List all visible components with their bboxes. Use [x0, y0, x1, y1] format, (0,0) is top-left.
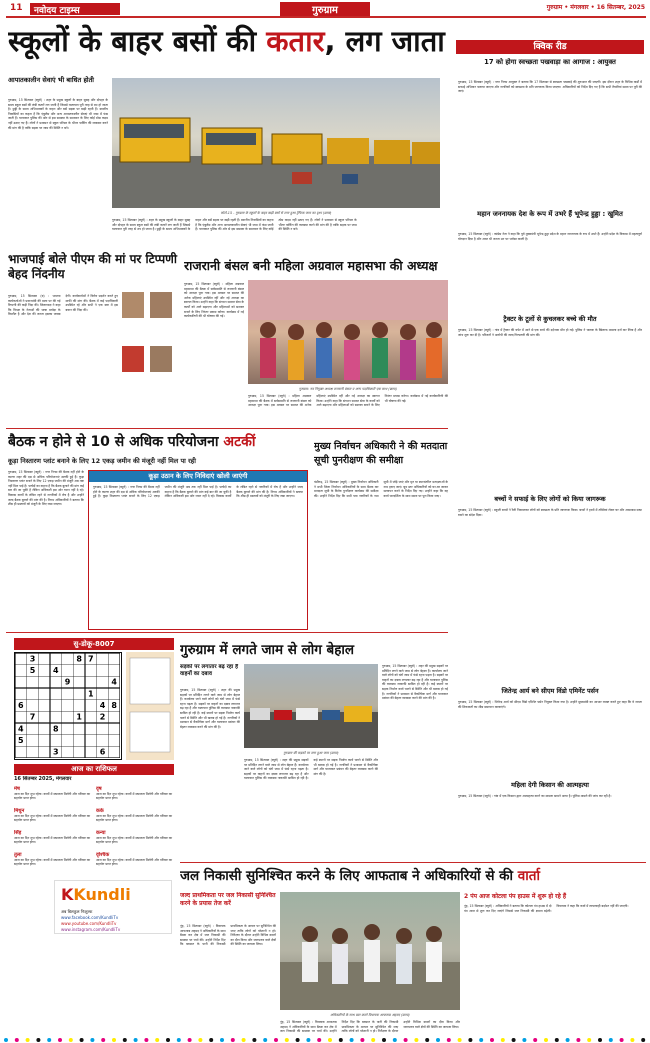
qr-item4-body: गुरुग्राम, 15 सितम्बर (ब्यूरो) : स्कूली बच्चों ने रैली निकालकर लोगों को स्वच्छता के प्रति जागरूक किया। बच्चों ने हाथों में तख्तियां लेकर घर और आसपास साफ रखने का संदेश दिया।: [458, 508, 642, 517]
baithak-headline-a: बैठक न होने से 10 से अधिक परियोजना: [8, 434, 224, 450]
agarwal-caption: गुरुग्राम: नव नियुक्त अध्यक्ष राजरानी बंसल व अन्य पदाधिकारी एक साथ (छाया): [299, 387, 397, 391]
registration-dot: [360, 1038, 364, 1042]
qr-item1-body: गुरुग्राम, 15 सितम्बर (ब्यूरो) : नगर निगम आयुक्त ने बताया कि 17 सितम्बर से स्वच्छता पखवाड़े की शुरुआत की जाएगी। इस दौरान शहर के विभिन्न वार्डों में सफाई अभियान चलाया जाएगा और नागरिकों को स्वच्छता के प्रति जागरूक किया जाएगा। अधिकारियों को निर्देश दिए गए हैं कि सभी तैयारियां समय पर पूरी की जाएं।: [458, 80, 642, 94]
registration-dot: [155, 1038, 159, 1042]
sudoku-cell-value: 4: [111, 677, 117, 687]
registration-dot: [242, 1038, 246, 1042]
jam-body-mid-text: गुरुग्राम, 15 सितम्बर (ब्यूरो) : शहर की प्रमुख सड़कों पर प्रतिदिन लगने वाले जाम से लोग बेहाल हैं। कार्यालय जाने वाले लोगों को घंटों जाम में फंसे रहना पड़ता है। सड़कों पर वाहनों का दबाव लगातार बढ़ रहा है और यातायात पुलिस की व्यवस्था नाकाफी साबित हो रही है। कई स्थानों पर सड़क निर्माण कार्य चलने से स्थिति और भी खराब हो गई है। नागरिकों ने प्रशासन से वैकल्पिक मार्ग और यातायात प्रबंधन की बेहतर व्यवस्था करने की मांग की है।: [244, 758, 378, 781]
quick-read-label: क्विक रीड: [456, 40, 644, 54]
masthead-rule: [6, 16, 646, 18]
registration-dot: [555, 1038, 559, 1042]
jam-body-left: गुरुग्राम, 15 सितम्बर (ब्यूरो) : शहर की प्रमुख सड़कों पर प्रतिदिन लगने वाले जाम से लोग बेहाल हैं। कार्यालय जाने वाले लोगों को घंटों जाम में फंसे रहना पड़ता है। सड़कों पर वाहनों का दबाव लगातार बढ़ रहा है और यातायात पुलिस की व्यवस्था नाकाफी साबित हो रही है। कई स्थानों पर सड़क निर्माण कार्य चलने से स्थिति और भी खराब हो गई है। नागरिकों ने प्रशासन से वैकल्पिक मार्ग और यातायात प्रबंधन की बेहतर व्यवस्था करने की मांग की है।: [180, 688, 240, 729]
jam-body-right-text: गुरुग्राम, 15 सितम्बर (ब्यूरो) : शहर की प्रमुख सड़कों पर प्रतिदिन लगने वाले जाम से लोग बेहाल हैं। कार्यालय जाने वाले लोगों को घंटों जाम में फंसे रहना पड़ता है। सड़कों पर वाहनों का दबाव लगातार बढ़ रहा है और यातायात पुलिस की व्यवस्था नाकाफी साबित हो रही है। कई स्थानों पर सड़क निर्माण कार्य चलने से स्थिति और भी खराब हो गई है। नागरिकों ने प्रशासन से वैकल्पिक मार्ग और यातायात प्रबंधन की बेहतर व्यवस्था करने की मांग की है।: [382, 664, 448, 701]
kundli-link-fb[interactable]: www.facebook.com/KundliTv: [61, 915, 119, 920]
jam-body-mid: [244, 758, 378, 858]
lead-photo: [112, 78, 440, 208]
rashi-name: वृष: [96, 786, 102, 792]
agarwal-body-left: गुरुग्राम, 15 सितम्बर (ब्यूरो) : महिला अग्रवाल महासभा की बैठक में सर्वसम्मति से राजरानी बंसल को अध्यक्ष चुना गया। इस अवसर पर समाज की अनेक महिलाएं उपस्थित रहीं और नई अध्यक्ष का स्वागत किया। उन्होंने कहा कि संगठन समाज सेवा के कार्यों को आगे बढ़ाएगा और महिलाओं को सशक्त बनाने के लिए निरंतर प्रयास करेगा। कार्यक्रम में नई कार्यकारिणी की भी घोषणा की गई।: [184, 282, 244, 319]
lead-photo-caption: फोटो-15 - गुरुग्राम के स्कूलों के बाहर खड़ी बसों से लगा हुआ ट्रैफिक जाम का दृश्य (छाया): [220, 211, 332, 215]
registration-dot: [522, 1038, 526, 1042]
rashi-text: आज का दिन शुभ रहेगा। कार्यों में सफलता मिलेगी और परिवार का सहयोग प्राप्त होगा।: [14, 792, 91, 800]
sudoku-grid: [14, 652, 122, 760]
sudoku-cell-value: 3: [53, 747, 59, 757]
rashi-entry: [96, 852, 174, 872]
rashi-text: आज का दिन शुभ रहेगा। कार्यों में सफलता मिलेगी और परिवार का सहयोग प्राप्त होगा।: [96, 858, 173, 866]
bottom-kicker: जल्द प्राथमिकता पर जल निकासी सुनिश्चित करने के प्रयास तेज करें: [180, 892, 276, 907]
section-divider-3: [180, 862, 646, 863]
registration-dot: [458, 1038, 462, 1042]
jam-kicker: सड़कों पर लगातार बढ़ रहा है वाहनों का दबाव: [180, 664, 239, 677]
paper-name: नवोदय टाइम्स: [30, 3, 120, 15]
registration-dot: [285, 1038, 289, 1042]
lead-headline-b: कतार: [266, 24, 325, 58]
lead-body-cont: [112, 218, 440, 248]
bottom-headline: [180, 866, 646, 888]
agarwal-photo: [248, 280, 448, 384]
sudoku-cell-value: 5: [29, 666, 36, 676]
qr-item5-body: गुरुग्राम, 15 सितम्बर (ब्यूरो) : जितेन्द्र आर्य को सीएम विंडो एमिनेंट पर्सन नियुक्त किया गया है। उन्होंने मुख्यमंत्री का आभार व्यक्त करते हुए कहा कि वे जनता की शिकायतों का शीघ्र समाधान करवाएंगे।: [458, 700, 642, 709]
sudoku-board: [15, 653, 120, 758]
section-name: गुरुग्राम: [280, 2, 370, 16]
registration-dot: [382, 1038, 386, 1042]
sudoku-title: सु-डोकू-8007: [14, 638, 174, 650]
rashi-text: आज का दिन शुभ रहेगा। कार्यों में सफलता मिलेगी और परिवार का सहयोग प्राप्त होगा।: [14, 814, 91, 822]
registration-dot: [69, 1038, 73, 1042]
sudoku-cell-value: 1: [88, 689, 94, 699]
bottom-photo: [280, 892, 460, 1010]
bottom-body-mid: [280, 1020, 460, 1038]
baithak-headline-b: अटकीं: [223, 434, 256, 450]
qr-item3-head: ट्रैक्टर के टूलों से कुचलकर बच्चे की मौत: [503, 315, 597, 323]
registration-dot: [166, 1038, 170, 1042]
sudoku-cell-value: 7: [88, 654, 94, 664]
sudoku-cell-value: 4: [99, 701, 106, 711]
registration-dot: [306, 1038, 310, 1042]
registration-dot: [274, 1038, 278, 1042]
sudoku-cell-value: 6: [18, 701, 24, 711]
registration-dot: [80, 1038, 84, 1042]
lead-body-cont-text: गुरुग्राम, 15 सितम्बर (ब्यूरो) : शहर के प्रमुख स्कूलों के बाहर सुबह और दोपहर के समय स्कूल बसों की लंबी कतारें लग जाती हैं जिससे यातायात पूरी तरह से ठप हो जाता है। छुट्टी के समय अभिभावकों के वाहन और बसें सड़क पर खड़ी रहती हैं। स्थानीय निवासियों का कहना है कि एंबुलेंस और अन्य आपातकालीन सेवाएं भी जाम में फंस जाती हैं। यातायात पुलिस की ओर से इस समस्या के समाधान के लिए कोई ठोस कदम नहीं उठाए गए हैं। लोगों ने प्रशासन से स्कूल परिसर के भीतर पार्किंग की व्यवस्था करने की मांग की है ताकि सड़क पर जाम की स्थिति न बने।: [112, 218, 357, 232]
calendar-illustration: [126, 652, 174, 760]
registration-dot: [328, 1038, 332, 1042]
group-photo-illustration: [248, 280, 448, 384]
qr-item5-head: जितेन्द्र आर्य बने सीएम विंडो एमिनेंट पर्सन: [501, 687, 599, 695]
registration-dot: [220, 1038, 224, 1042]
registration-dot: [544, 1038, 548, 1042]
registration-dot: [350, 1038, 354, 1042]
agarwal-body-bottom: [248, 394, 448, 426]
registration-dot: [425, 1038, 429, 1042]
qr-item6-head: महिला देगी किसान की आत्महत्या: [511, 781, 589, 789]
agarwal-body-bottom-text: गुरुग्राम, 15 सितम्बर (ब्यूरो) : महिला अग्रवाल महासभा की बैठक में सर्वसम्मति से राजरानी बंसल को अध्यक्ष चुना गया। इस अवसर पर समाज की अनेक महिलाएं उपस्थित रहीं और नई अध्यक्ष का स्वागत किया। उन्होंने कहा कि संगठन समाज सेवा के कार्यों को आगे बढ़ाएगा और महिलाओं को सशक्त बनाने के लिए निरंतर प्रयास करेगा। कार्यक्रम में नई कार्यकारिणी की भी घोषणा की गई।: [248, 394, 448, 408]
portrait-3: [122, 346, 144, 372]
bottom-headline-b: वार्ता: [517, 868, 540, 884]
baithak-box-body: गुरुग्राम, 15 सितम्बर (ब्यूरो) : नगर निगम की बैठक नहीं होने के कारण शहर की दस से अधिक परियोजनाएं अटकी हुई हैं। कूड़ा निस्तारण प्लांट बनाने के लिए 12 एकड़ जमीन की मंजूरी अब तक नहीं मिल पाई है। पार्षदों का कहना है कि बैठक बुलाने की मांग कई बार की जा चुकी है लेकिन अधिकारी इस ओर ध्यान नहीं दे रहे। विकास कार्यों के लंबित रहने से नागरिकों में रोष है और उन्होंने जल्द बैठक बुलाने की मांग की है। निगम अधिकारियों ने बताया कि शीघ्र ही प्रस्तावों को मंजूरी के लिए रखा जाएगा।: [93, 485, 303, 499]
sudoku-side: [126, 652, 174, 760]
agarwal-headline: राजरानी बंसल बनी महिला अग्रवाल महासभा की अध्यक्ष: [184, 258, 438, 273]
portrait-4: [150, 346, 172, 372]
rashi-text: आज का दिन शुभ रहेगा। कार्यों में सफलता मिलेगी और परिवार का सहयोग प्राप्त होगा।: [14, 836, 91, 844]
portrait-1: [122, 292, 144, 318]
rashi-entry: [96, 808, 174, 828]
bjp-body: गुरुग्राम, 15 सितम्बर (ब) : भाजपा कार्यकर्ताओं ने प्रधानमंत्री की माता पर की गई टिप्पणी की कड़ी निंदा की। जिलाध्यक्ष ने कहा कि विपक्ष के नेताओं की भाषा मर्यादा के विपरीत है और देश की जनता इसका जवाब देगी। कार्यकर्ताओं ने विरोध प्रदर्शन करते हुए माफी की मांग की। बैठक में कई पदाधिकारी उपस्थित रहे और सभी ने एक स्वर में इस बयान की निंदा की।: [8, 294, 118, 317]
sudoku-cell-value: 3: [29, 654, 36, 664]
rashi-entry: [96, 830, 174, 850]
registration-dot: [58, 1038, 62, 1042]
rashi-text: आज का दिन शुभ रहेगा। कार्यों में सफलता मिलेगी और परिवार का सहयोग प्राप्त होगा।: [96, 814, 173, 822]
qr-item2-head: महान जननायक देश के रूप में उभरे हैं भूपेन्द्र हुड्डा : खुमित: [477, 210, 623, 218]
rashi-text: आज का दिन शुभ रहेगा। कार्यों में सफलता मिलेगी और परिवार का सहयोग प्राप्त होगा।: [96, 836, 173, 844]
registration-dot: [144, 1038, 148, 1042]
rashi-name: वृश्चिक: [96, 852, 110, 858]
registration-dot: [479, 1038, 483, 1042]
qr-item2-body: गुरुग्राम, 15 सितम्बर (ब्यूरो) : कांग्रेस नेता ने कहा कि पूर्व मुख्यमंत्री भूपेन्द्र हुड्डा प्रदेश के महान जननायक के रूप में उभरे हैं। उन्होंने प्रदेश के विकास में महत्वपूर्ण योगदान दिया है और आज भी जनता उन पर भरोसा करती है।: [458, 232, 642, 241]
sudoku-cell-value: 8: [76, 654, 82, 664]
rashifal-date: 16 सितम्बर 2025, मंगलवार: [14, 776, 72, 782]
qr-item4-head: बच्चों ने सफाई के लिए लोगों को किया जागरूक: [494, 495, 606, 503]
registration-dot: [447, 1038, 451, 1042]
sudoku-cell-value: 5: [18, 736, 24, 746]
registration-dot: [371, 1038, 375, 1042]
registration-dot: [15, 1038, 19, 1042]
page-number: 11: [10, 3, 23, 13]
bottom-right-head: 2 पंप आज कोटला पंप हाउस में शुरू हो रहे हैं: [464, 893, 567, 900]
registration-dot: [198, 1038, 202, 1042]
registration-dot: [533, 1038, 537, 1042]
jam-body-right: [382, 664, 448, 858]
lead-kicker: आपातकालीन सेवाएं भी बाधित होती: [8, 76, 94, 84]
rashi-name: मिथुन: [14, 808, 25, 814]
registration-dot: [112, 1038, 116, 1042]
rashi-entry: [14, 852, 92, 872]
rashi-name: मेष: [14, 786, 20, 792]
rashifal-title: आज का राशिफल: [14, 764, 174, 775]
sudoku-cell-value: 8: [111, 701, 117, 711]
bottom-body-mid-text: नूंह, 15 सितम्बर (ब्यूरो) : विधायक आफताब अहमद ने अधिकारियों के साथ बैठक कर क्षेत्र में जल निकासी की समस्या पर चर्चा की। उन्होंने निर्देश दिए कि बरसात के पानी की निकासी प्राथमिकता के आधार पर सुनिश्चित की जाए ताकि लोगों को परेशानी न हो। निरीक्षण के दौरान उन्होंने विभिन्न स्थानों का दौरा किया और जलभराव वाले क्षेत्रों की स्थिति का जायजा लिया।: [280, 1020, 460, 1034]
registration-dot: [47, 1038, 51, 1042]
registration-dot: [188, 1038, 192, 1042]
rashi-entry: [14, 786, 92, 806]
sudoku-cell-value: 9: [64, 677, 71, 687]
jam-headline: गुरुग्राम में लगते जाम से लोग बेहाल: [180, 642, 355, 658]
baithak-box-title: कूड़ा उठान के लिए निविदाएं खोली जाएंगी: [89, 471, 307, 482]
registration-dot: [231, 1038, 235, 1042]
registration-dot: [620, 1038, 624, 1042]
registration-dot: [641, 1038, 645, 1042]
bjp-portraits: [122, 292, 178, 420]
section-divider-1: [6, 428, 448, 429]
registration-dots-svg: [0, 1037, 650, 1043]
registration-dot: [393, 1038, 397, 1042]
registration-dot: [317, 1038, 321, 1042]
election-headline: मुख्य निर्वाचन अधिकारी ने की मतदाता सूची पुनरीक्षण की समीक्षा: [314, 441, 448, 466]
registration-dot: [134, 1038, 138, 1042]
bus-illustration: [112, 78, 440, 208]
masthead: [0, 0, 650, 18]
bottom-caption: अधिकारियों के साथ बात करते विधायक आफताब अहमद (छाया): [330, 1013, 410, 1017]
registration-dot: [468, 1038, 472, 1042]
date-line: गुरुग्राम • मंगलवार • 16 सितम्बर, 2025: [546, 4, 645, 11]
jam-photo: [244, 664, 378, 748]
registration-dot: [296, 1038, 300, 1042]
sudoku-cell-value: 4: [18, 724, 24, 734]
qr-item3-body: गुरुग्राम, 15 सितम्बर (ब्यूरो) : गांव में ट्रैक्टर की चपेट में आने से एक बच्चे की दर्दनाक मौत हो गई। पुलिस ने चालक के खिलाफ मामला दर्ज कर लिया है और जांच शुरू कर दी है। परिजनों ने आरोपी की जल्द गिरफ्तारी की मांग की।: [458, 328, 642, 337]
registration-dot: [630, 1038, 634, 1042]
traffic-illustration: [244, 664, 378, 748]
registration-dot: [177, 1038, 181, 1042]
portrait-2: [150, 292, 172, 318]
sudoku-cell-value: 4: [53, 666, 59, 676]
lead-body: गुरुग्राम, 15 सितम्बर (ब्यूरो) : शहर के प्रमुख स्कूलों के बाहर सुबह और दोपहर के समय स्कूल बसों की लंबी कतारें लग जाती हैं जिससे यातायात पूरी तरह से ठप हो जाता है। छुट्टी के समय अभिभावकों के वाहन और बसें सड़क पर खड़ी रहती हैं। स्थानीय निवासियों का कहना है कि एंबुलेंस और अन्य आपातकालीन सेवाएं भी जाम में फंस जाती हैं। यातायात पुलिस की ओर से इस समस्या के समाधान के लिए कोई ठोस कदम नहीं उठाए गए हैं। लोगों ने प्रशासन से स्कूल परिसर के भीतर पार्किंग की व्यवस्था करने की मांग की है ताकि सड़क पर जाम की स्थिति न बने।: [8, 98, 108, 130]
jam-caption: गुरुग्राम की सड़कों पर लगा हुआ जाम (छाया): [283, 751, 339, 755]
rashi-name: सिंह: [14, 830, 22, 836]
registration-dot: [512, 1038, 516, 1042]
kundli-logo-text: Kundli: [73, 885, 131, 904]
registration-dot: [209, 1038, 213, 1042]
rashi-name: कन्या: [96, 830, 106, 836]
rashi-name: तुला: [14, 852, 22, 858]
rashi-entry: [14, 830, 92, 850]
bjp-headline: भाजपाई बोले पीएम की मां पर टिप्पणी बेहद निंदनीय: [8, 252, 177, 281]
lead-headline-a: स्कूलों के बाहर बसों की: [8, 24, 267, 58]
registration-dot: [252, 1038, 256, 1042]
kundli-logo-k: K: [61, 885, 74, 904]
kundli-logo: [61, 885, 167, 909]
registration-dot: [404, 1038, 408, 1042]
baithak-headline: [8, 432, 308, 454]
registration-dot: [576, 1038, 580, 1042]
registration-dot: [339, 1038, 343, 1042]
registration-dot: [436, 1038, 440, 1042]
registration-dot: [36, 1038, 40, 1042]
sudoku-cell-value: 2: [99, 712, 106, 722]
registration-dot: [414, 1038, 418, 1042]
lead-headline-c: , लग जाता: [324, 24, 445, 58]
baithak-body-left: गुरुग्राम, 15 सितम्बर (ब्यूरो) : नगर निगम की बैठक नहीं होने के कारण शहर की दस से अधिक परियोजनाएं अटकी हुई हैं। कूड़ा निस्तारण प्लांट बनाने के लिए 12 एकड़ जमीन की मंजूरी अब तक नहीं मिल पाई है। पार्षदों का कहना है कि बैठक बुलाने की मांग कई बार की जा चुकी है लेकिन अधिकारी इस ओर ध्यान नहीं दे रहे। विकास कार्यों के लंबित रहने से नागरिकों में रोष है और उन्होंने जल्द बैठक बुलाने की मांग की है। निगम अधिकारियों ने बताया कि शीघ्र ही प्रस्तावों को मंजूरी के लिए रखा जाएगा।: [8, 470, 84, 507]
bottom-right-body: नूंह, 15 सितम्बर (ब्यूरो) : अधिकारियों ने बताया कि कोटला पंप हाउस में दो पंप आज से शुरू कर दिए जाएंगे जिससे जल निकासी की क्षमता बढ़ेगी। विधायक ने कहा कि कार्य में लापरवाही बर्दाश्त नहीं की जाएगी।: [464, 904, 629, 913]
kundli-link-yt[interactable]: www.youtube.com/KundliTv: [61, 921, 117, 926]
rashi-name: कर्क: [96, 808, 104, 814]
section-divider-2: [6, 632, 448, 633]
registration-dot: [566, 1038, 570, 1042]
bottom-headline-a: जल निकासी सुनिश्चित करने के लिए आफताब ने अधिकारियों से की: [180, 868, 518, 884]
registration-dot: [4, 1038, 8, 1042]
rashi-entry: [14, 808, 92, 828]
registration-dots: [0, 1037, 650, 1043]
bottom-body-left: नूंह, 15 सितम्बर (ब्यूरो) : विधायक आफताब अहमद ने अधिकारियों के साथ बैठक कर क्षेत्र में जल निकासी की समस्या पर चर्चा की। उन्होंने निर्देश दिए कि बरसात के पानी की निकासी प्राथमिकता के आधार पर सुनिश्चित की जाए ताकि लोगों को परेशानी न हो। निरीक्षण के दौरान उन्होंने विभिन्न स्थानों का दौरा किया और जलभराव वाले क्षेत्रों की स्थिति का जायजा लिया।: [180, 924, 276, 947]
sudoku-cell-value: 7: [29, 712, 36, 722]
kundli-ad: [54, 880, 172, 934]
registration-dot: [123, 1038, 127, 1042]
qr-item6-body: गुरुग्राम, 15 सितम्बर (ब्यूरो) : गांव में एक किसान द्वारा आत्महत्या करने का मामला सामने आया है। पुलिस मामले की जांच कर रही है।: [458, 794, 612, 798]
baithak-sub: कूड़ा निस्तारण प्लांट बनाने के लिए 12 एकड़ जमीन की मंजूरी नहीं मिल पा रही: [8, 457, 196, 465]
election-body: चंडीगढ़, 15 सितम्बर (ब्यूरो) : मुख्य निर्वाचन अधिकारी ने सभी जिला निर्वाचन अधिकारियों के साथ बैठक कर मतदाता सूची के विशेष पुनरीक्षण कार्यक्रम की समीक्षा की। उन्होंने निर्देश दिए कि सभी पात्र नागरिकों के नाम सूची में जोड़े जाएं और मृत या स्थानांतरित मतदाताओं के नाम हटाए जाएं। बूथ स्तर अधिकारियों को घर-घर जाकर सत्यापन करने के निर्देश दिए गए। उन्होंने कहा कि यह कार्य पारदर्शिता के साथ समय पर पूरा किया जाए।: [314, 480, 448, 498]
registration-dot: [587, 1038, 591, 1042]
lead-headline: [8, 22, 448, 62]
kundli-link-ig[interactable]: www.instagram.com/KundliTv: [61, 927, 121, 932]
sudoku-cell-value: 1: [76, 712, 82, 722]
sudoku-cell-value: 6: [99, 747, 106, 757]
registration-dot: [26, 1038, 30, 1042]
officials-illustration: [280, 892, 460, 1010]
baithak-box: [88, 470, 308, 630]
rashi-entry: [96, 786, 174, 806]
registration-dot: [501, 1038, 505, 1042]
qr-item1-head: 17 को होगा स्वच्छता पखवाड़ा का आगाज : आयुक्त: [484, 58, 616, 66]
sudoku-cell-value: 8: [53, 724, 59, 734]
kundli-tagline: अब बिलकुल निःशुल्क: [61, 909, 93, 914]
registration-dot: [263, 1038, 267, 1042]
registration-dot: [490, 1038, 494, 1042]
registration-dot: [101, 1038, 105, 1042]
registration-dot: [598, 1038, 602, 1042]
rashi-text: आज का दिन शुभ रहेगा। कार्यों में सफलता मिलेगी और परिवार का सहयोग प्राप्त होगा।: [96, 792, 173, 800]
registration-dot: [90, 1038, 94, 1042]
registration-dot: [609, 1038, 613, 1042]
rashi-text: आज का दिन शुभ रहेगा। कार्यों में सफलता मिलेगी और परिवार का सहयोग प्राप्त होगा।: [14, 858, 91, 866]
